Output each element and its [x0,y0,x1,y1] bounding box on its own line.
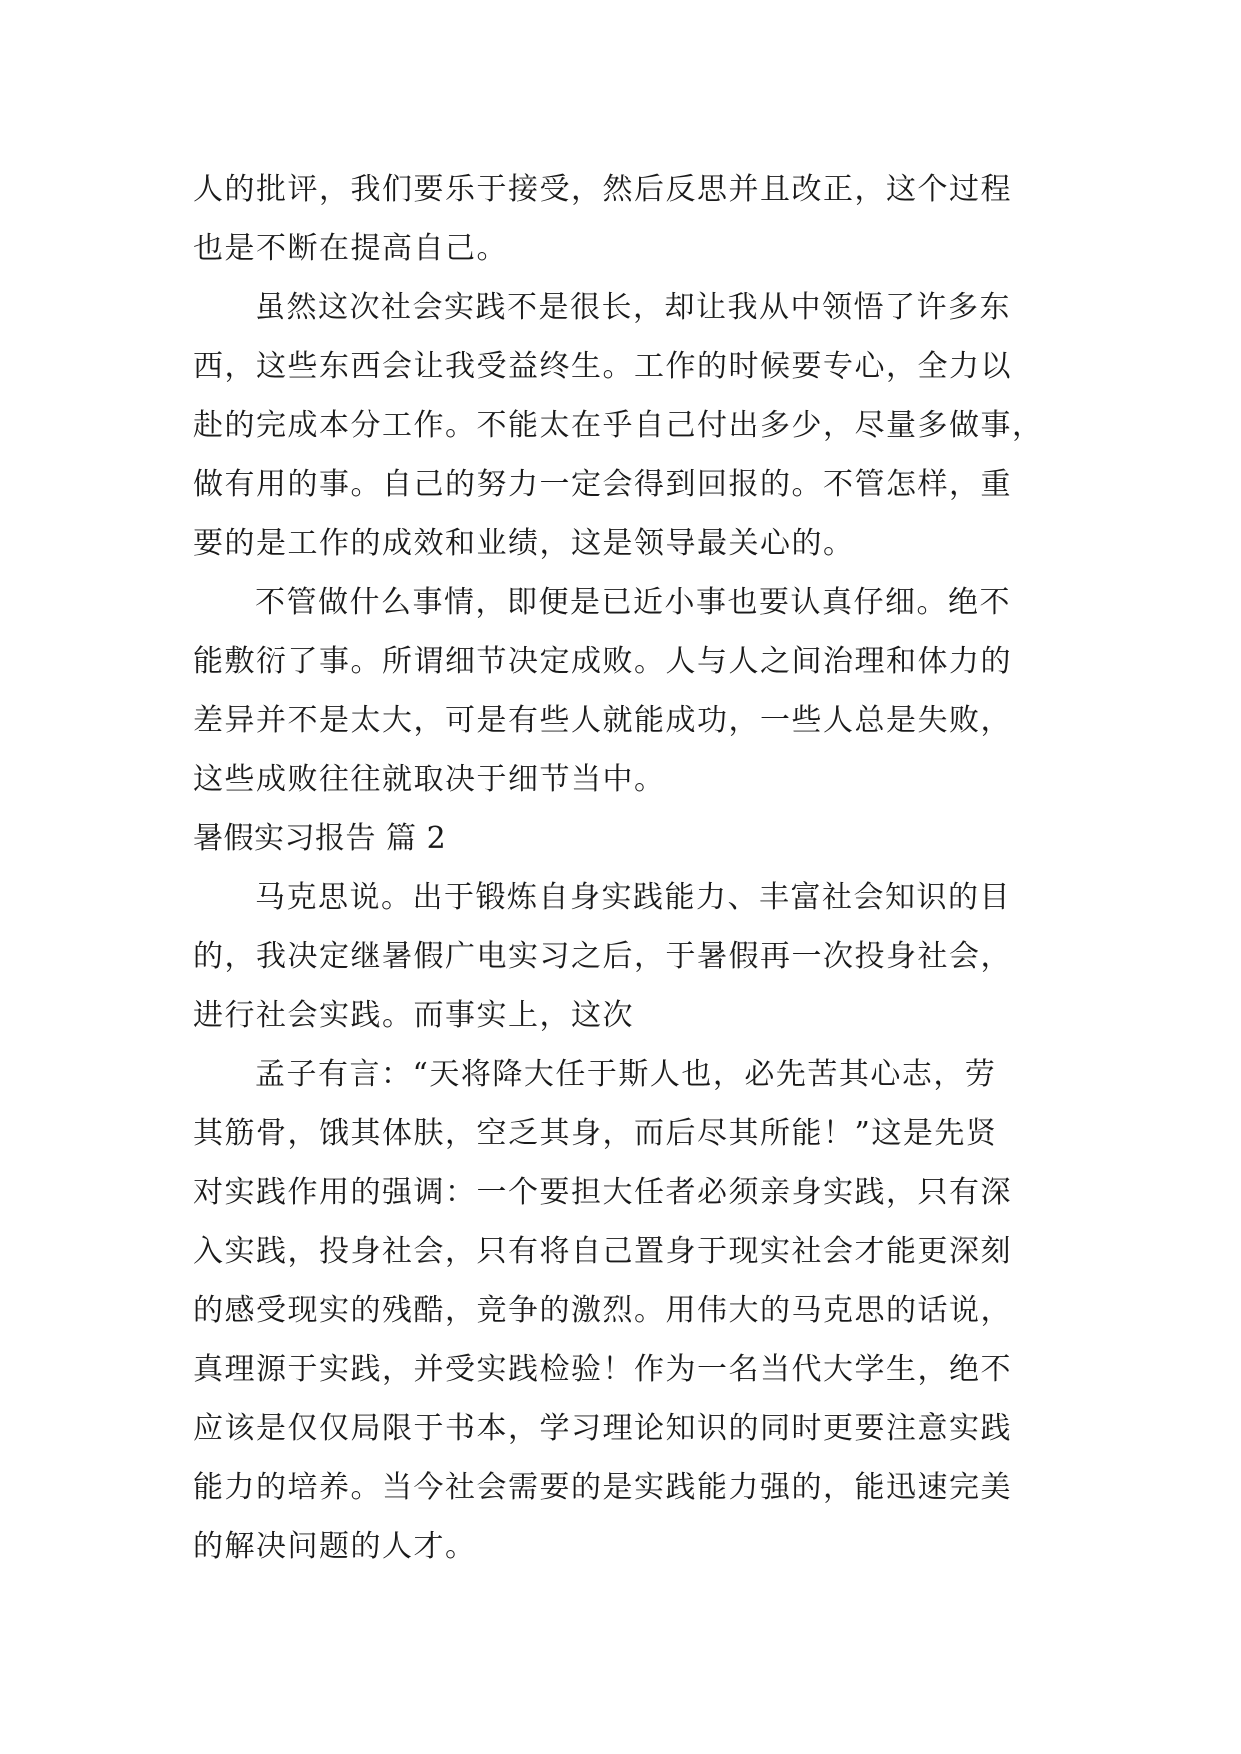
text-line: 差异并不是太大，可是有些人就能成功，一些人总是失败， [193,703,1012,738]
text-line: 人的批评，我们要乐于接受，然后反思并且改正，这个过程 [193,172,1012,207]
heading-text: 暑假实习报告 篇 2 [193,821,447,856]
text-line: 马克思说。出于锻炼自身实践能力、丰富社会知识的目 [255,880,1011,915]
text-line: 入实践，投身社会，只有将自己置身于现实社会才能更深刻 [193,1234,1012,1269]
paragraph [193,160,1053,278]
text-line: 赴的完成本分工作。不能太在乎自己付出多少，尽量多做事， [193,408,1044,443]
text-line: 孟子有言：“天将降大任于斯人也，必先苦其心志，劳 [255,1057,997,1092]
text-line: 的，我决定继暑假广电实习之后，于暑假再一次投身社会， [193,939,1012,974]
paragraph [193,1045,1053,1576]
paragraph [193,278,1053,573]
paragraph [193,573,1053,809]
text-line: 虽然这次社会实践不是很长，却让我从中领悟了许多东 [255,290,1011,325]
text-line: 其筋骨，饿其体肤，空乏其身，而后尽其所能！”这是先贤 [193,1116,998,1151]
paragraph [193,868,1053,1045]
text-line: 这些成败往往就取决于细节当中。 [193,762,666,797]
text-line: 真理源于实践，并受实践检验！作为一名当代大学生，绝不 [193,1352,1012,1387]
text-line: 不管做什么事情，即便是已近小事也要认真仔细。绝不 [255,585,1011,620]
text-line: 西，这些东西会让我受益终生。工作的时候要专心，全力以 [193,349,1012,384]
text-line: 进行社会实践。而事实上，这次 [193,998,634,1033]
text-line: 也是不断在提高自己。 [193,231,508,266]
body-text [193,160,1053,1576]
text-line: 做有用的事。自己的努力一定会得到回报的。不管怎样，重 [193,467,1012,502]
text-line: 应该是仅仅局限于书本，学习理论知识的同时更要注意实践 [193,1411,1012,1446]
text-line: 的感受现实的残酷，竞争的激烈。用伟大的马克思的话说， [193,1293,1012,1328]
text-line: 的解决问题的人才。 [193,1529,477,1564]
text-line: 要的是工作的成效和业绩，这是领导最关心的。 [193,526,855,561]
text-line: 能敷衍了事。所谓细节决定成败。人与人之间治理和体力的 [193,644,1012,679]
section-heading [193,809,1053,868]
text-line: 能力的培养。当今社会需要的是实践能力强的，能迅速完美 [193,1470,1012,1505]
text-line: 对实践作用的强调：一个要担大任者必须亲身实践，只有深 [193,1175,1012,1210]
